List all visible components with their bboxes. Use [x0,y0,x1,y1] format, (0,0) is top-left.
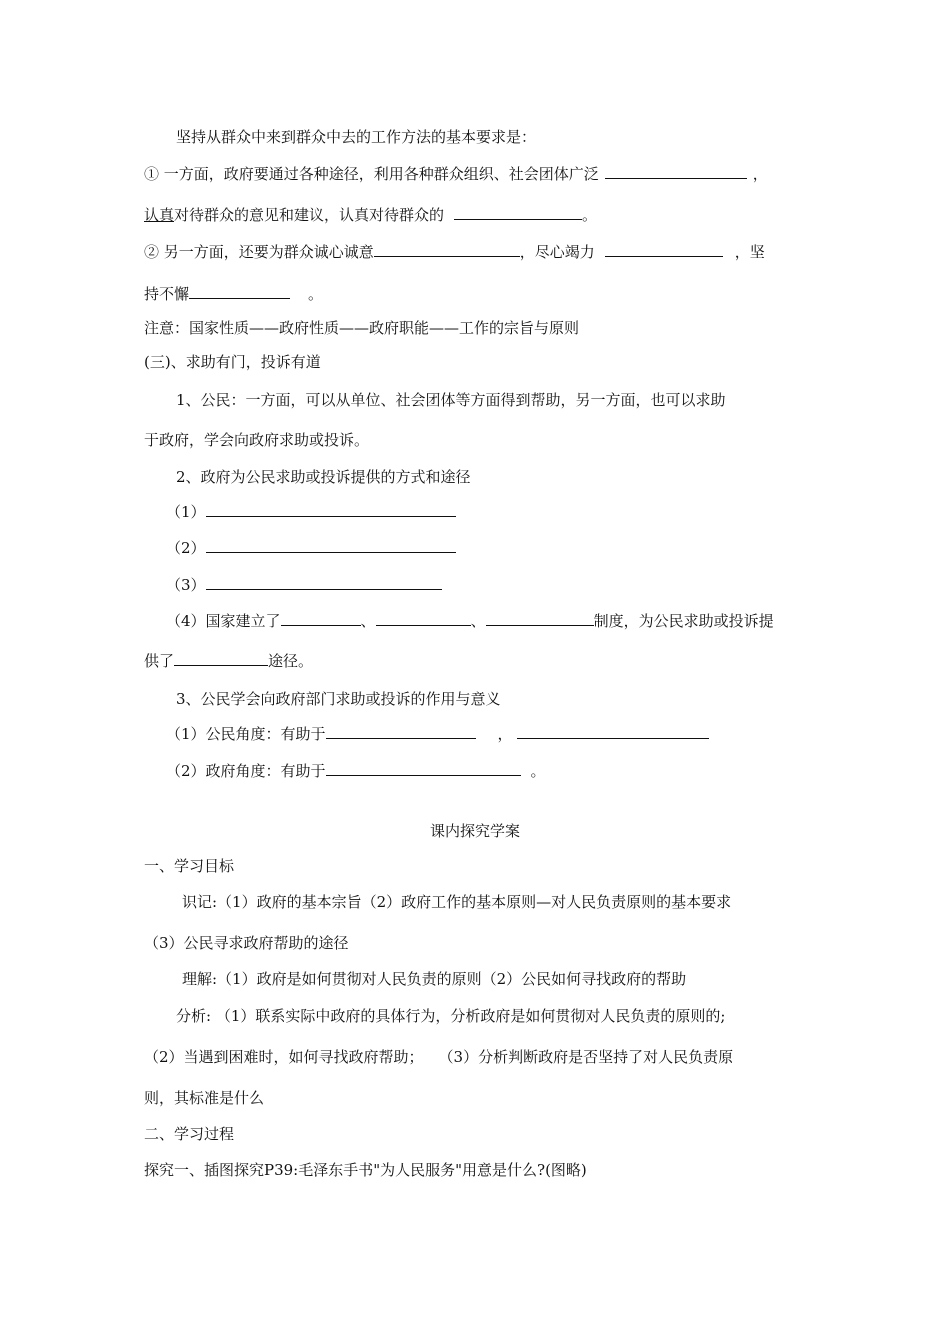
answer-blank[interactable] [605,242,723,257]
answer-blank[interactable] [206,575,442,590]
intro-text: 坚持从群众中来到群众中去的工作方法的基本要求是： [176,128,537,146]
item-1-line-2: 于政府，学会向政府求助或投诉。 [144,431,370,449]
explore-1-text: 探究一、插图探究P39:毛泽东手书"为人民服务"用意是什么?(图略) [144,1161,587,1179]
method-4-line-1: （4）国家建立了 、 、 制度，为公民求助或投诉提 [166,612,774,630]
goal-analyze-line-2: （2）当遇到困难时，如何寻找政府帮助； （3）分析判断政府是否坚持了对人民负责原 [144,1048,734,1066]
answer-blank[interactable] [486,611,594,626]
citizen-perspective: （1）公民角度：有助于 ， [166,724,709,744]
method-3: （3） [166,575,442,595]
requirement-1-line-2: 认真对待群众的意见和建议，认真对待群众的 。 [144,206,598,224]
item-2-text: 2、政府为公民求助或投诉提供的方式和途径 [176,468,471,486]
answer-blank[interactable] [326,761,521,776]
goal-understand: 理解:（1）政府是如何贯彻对人民负责的原则（2）公民如何寻找政府的帮助 [182,970,687,988]
answer-blank[interactable] [517,724,709,739]
requirement-2-line-2: 持不懈 。 [144,285,324,303]
answer-blank[interactable] [376,611,471,626]
answer-blank[interactable] [206,538,456,553]
goal-memorize-line-1: 识记:（1）政府的基本宗旨（2）政府工作的基本原则—对人民负责原则的基本要求 [182,893,732,911]
answer-blank[interactable] [605,164,747,179]
requirement-1-line-1: ① 一方面，政府要通过各种途径，利用各种群众组织、社会团体广泛 ， [144,165,768,183]
government-perspective: （2）政府角度：有助于 。 [166,762,546,780]
method-1: （1） [166,502,456,522]
item-3-text: 3、公民学会向政府部门求助或投诉的作用与意义 [176,690,501,708]
item-1-line-1: 1、公民：一方面，可以从单位、社会团体等方面得到帮助，另一方面，也可以求助 [176,391,726,409]
process-heading: 二、学习过程 [144,1125,235,1143]
method-2: （2） [166,538,456,558]
note-text: 注意：国家性质——政府性质——政府职能——工作的宗旨与原则 [144,319,580,337]
section-3-heading: (三)、求助有门，投诉有道 [144,353,321,371]
answer-blank[interactable] [281,611,361,626]
goal-memorize-line-2: （3）公民寻求政府帮助的途径 [144,934,349,952]
requirement-2-line-1: ② 另一方面，还要为群众诚心诚意 ，尽心竭力 ，坚 [144,243,765,261]
answer-blank[interactable] [326,724,476,739]
goal-analyze-line-1: 分析: （1）联系实际中政府的具体行为，分析政府是如何贯彻对人民负责的原则的; [176,1007,726,1025]
answer-blank[interactable] [189,284,290,299]
goals-heading: 一、学习目标 [144,857,235,875]
answer-blank[interactable] [174,651,268,666]
answer-blank[interactable] [374,242,520,257]
goal-analyze-line-3: 则，其标准是什么 [144,1089,265,1107]
method-4-line-2: 供了 途径。 [144,652,314,670]
lesson-title: 课内探究学案 [429,822,520,840]
answer-blank[interactable] [454,205,582,220]
answer-blank[interactable] [206,502,456,517]
